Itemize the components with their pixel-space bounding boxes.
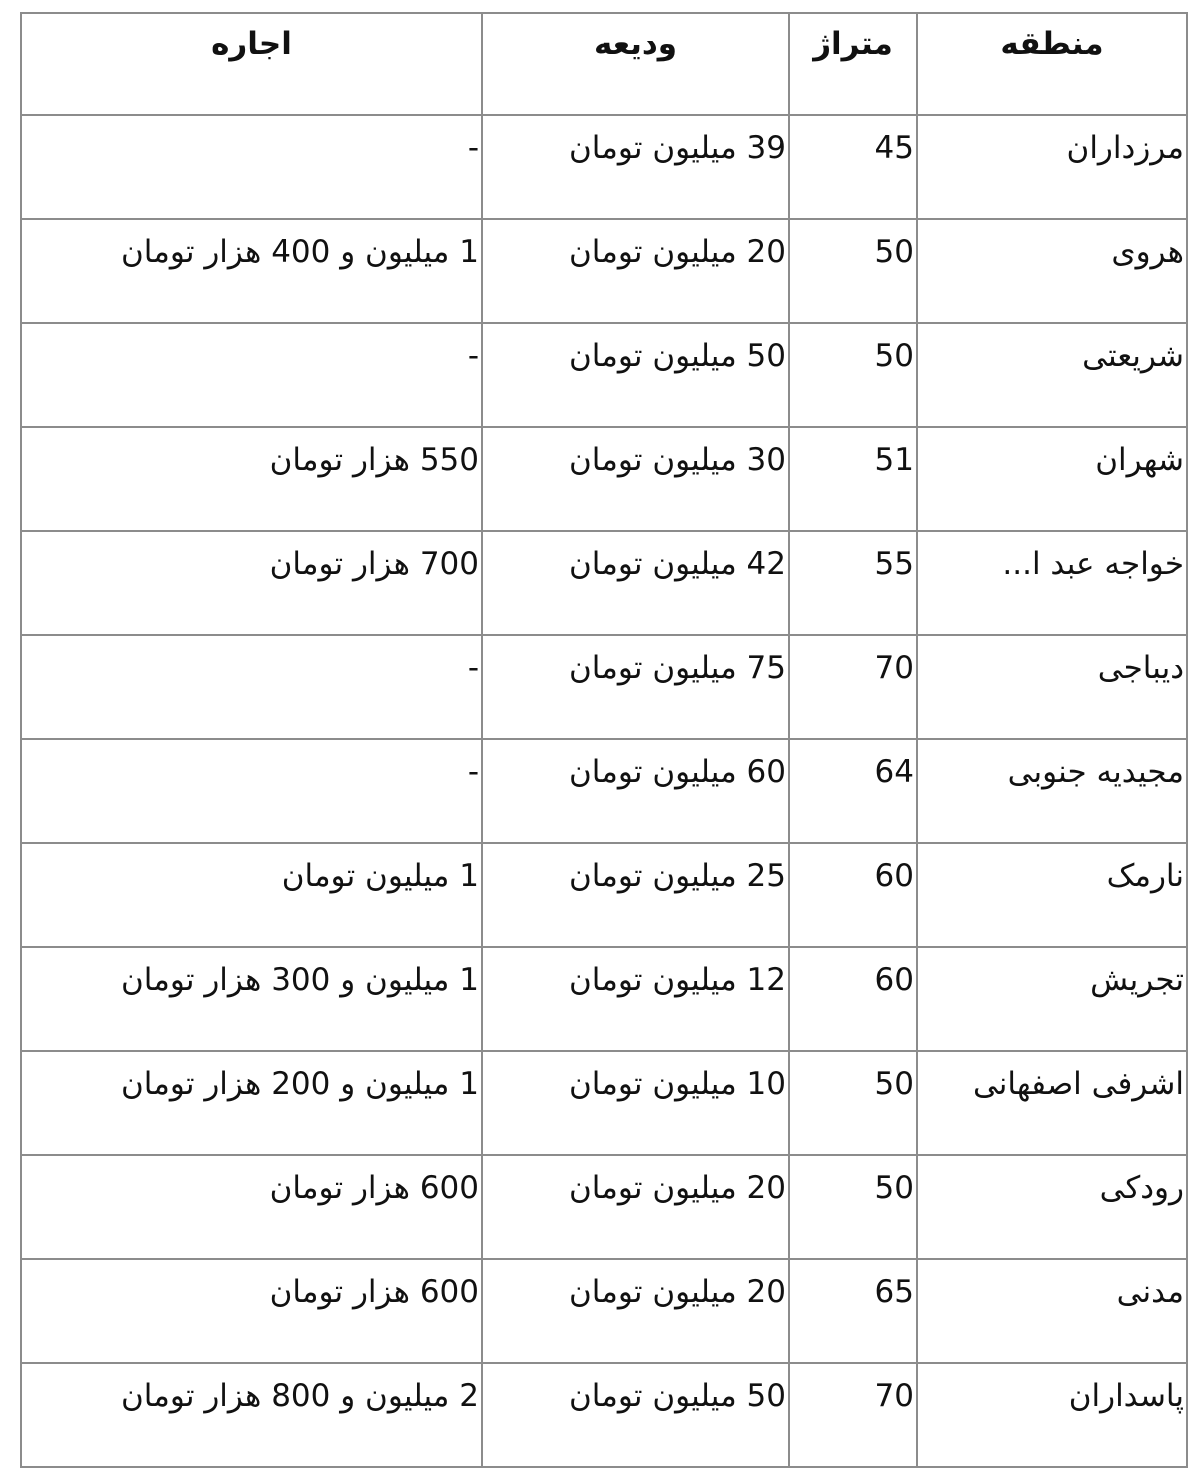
- cell-rent: -: [21, 635, 482, 739]
- cell-rent: -: [21, 323, 482, 427]
- header-row: [21, 13, 1187, 115]
- table-body: [21, 115, 1187, 1467]
- cell-rent: 700 هزار تومان: [21, 531, 482, 635]
- cell-rent: 1 میلیون و 400 هزار تومان: [21, 219, 482, 323]
- cell-area: 70: [789, 635, 917, 739]
- cell-deposit: 50 میلیون تومان: [482, 1363, 789, 1467]
- table-row: [21, 947, 1187, 1051]
- cell-area: 50: [789, 1155, 917, 1259]
- cell-rent: -: [21, 115, 482, 219]
- cell-area: 50: [789, 323, 917, 427]
- cell-region: مجیدیه جنوبی: [917, 739, 1187, 843]
- cell-region: مدنی: [917, 1259, 1187, 1363]
- header-region: منطقه: [917, 13, 1187, 115]
- cell-deposit: 12 میلیون تومان: [482, 947, 789, 1051]
- cell-rent: -: [21, 739, 482, 843]
- table-header: [21, 13, 1187, 115]
- table-row: [21, 739, 1187, 843]
- cell-region: خواجه عبد ا...: [917, 531, 1187, 635]
- cell-rent: 2 میلیون و 800 هزار تومان: [21, 1363, 482, 1467]
- cell-deposit: 75 میلیون تومان: [482, 635, 789, 739]
- cell-region: مرزداران: [917, 115, 1187, 219]
- cell-deposit: 20 میلیون تومان: [482, 1259, 789, 1363]
- cell-deposit: 25 میلیون تومان: [482, 843, 789, 947]
- cell-area: 50: [789, 1051, 917, 1155]
- cell-rent: 600 هزار تومان: [21, 1155, 482, 1259]
- cell-region: رودکی: [917, 1155, 1187, 1259]
- rent-price-table: [20, 12, 1188, 1468]
- cell-area: 60: [789, 947, 917, 1051]
- table-row: [21, 219, 1187, 323]
- table-row: [21, 1259, 1187, 1363]
- cell-area: 50: [789, 219, 917, 323]
- cell-region: اشرفی اصفهانی: [917, 1051, 1187, 1155]
- table-row: [21, 1363, 1187, 1467]
- cell-deposit: 30 میلیون تومان: [482, 427, 789, 531]
- cell-region: پاسداران: [917, 1363, 1187, 1467]
- cell-region: تجریش: [917, 947, 1187, 1051]
- cell-deposit: 20 میلیون تومان: [482, 1155, 789, 1259]
- cell-deposit: 20 میلیون تومان: [482, 219, 789, 323]
- cell-deposit: 10 میلیون تومان: [482, 1051, 789, 1155]
- cell-region: شهران: [917, 427, 1187, 531]
- cell-rent: 550 هزار تومان: [21, 427, 482, 531]
- cell-region: نارمک: [917, 843, 1187, 947]
- cell-deposit: 50 میلیون تومان: [482, 323, 789, 427]
- table-row: [21, 1051, 1187, 1155]
- cell-area: 64: [789, 739, 917, 843]
- cell-area: 65: [789, 1259, 917, 1363]
- cell-rent: 1 میلیون و 200 هزار تومان: [21, 1051, 482, 1155]
- table-row: [21, 1155, 1187, 1259]
- cell-deposit: 39 میلیون تومان: [482, 115, 789, 219]
- table-row: [21, 531, 1187, 635]
- header-rent: اجاره: [21, 13, 482, 115]
- table-row: [21, 635, 1187, 739]
- cell-region: شریعتی: [917, 323, 1187, 427]
- table-row: [21, 427, 1187, 531]
- cell-rent: 1 میلیون و 300 هزار تومان: [21, 947, 482, 1051]
- cell-region: هروی: [917, 219, 1187, 323]
- cell-area: 70: [789, 1363, 917, 1467]
- header-deposit: ودیعه: [482, 13, 789, 115]
- header-area: متراژ: [789, 13, 917, 115]
- table-row: [21, 115, 1187, 219]
- cell-deposit: 60 میلیون تومان: [482, 739, 789, 843]
- cell-area: 45: [789, 115, 917, 219]
- cell-deposit: 42 میلیون تومان: [482, 531, 789, 635]
- cell-region: دیباجی: [917, 635, 1187, 739]
- cell-area: 51: [789, 427, 917, 531]
- table-row: [21, 843, 1187, 947]
- cell-rent: 600 هزار تومان: [21, 1259, 482, 1363]
- cell-area: 55: [789, 531, 917, 635]
- cell-area: 60: [789, 843, 917, 947]
- table-row: [21, 323, 1187, 427]
- cell-rent: 1 میلیون تومان: [21, 843, 482, 947]
